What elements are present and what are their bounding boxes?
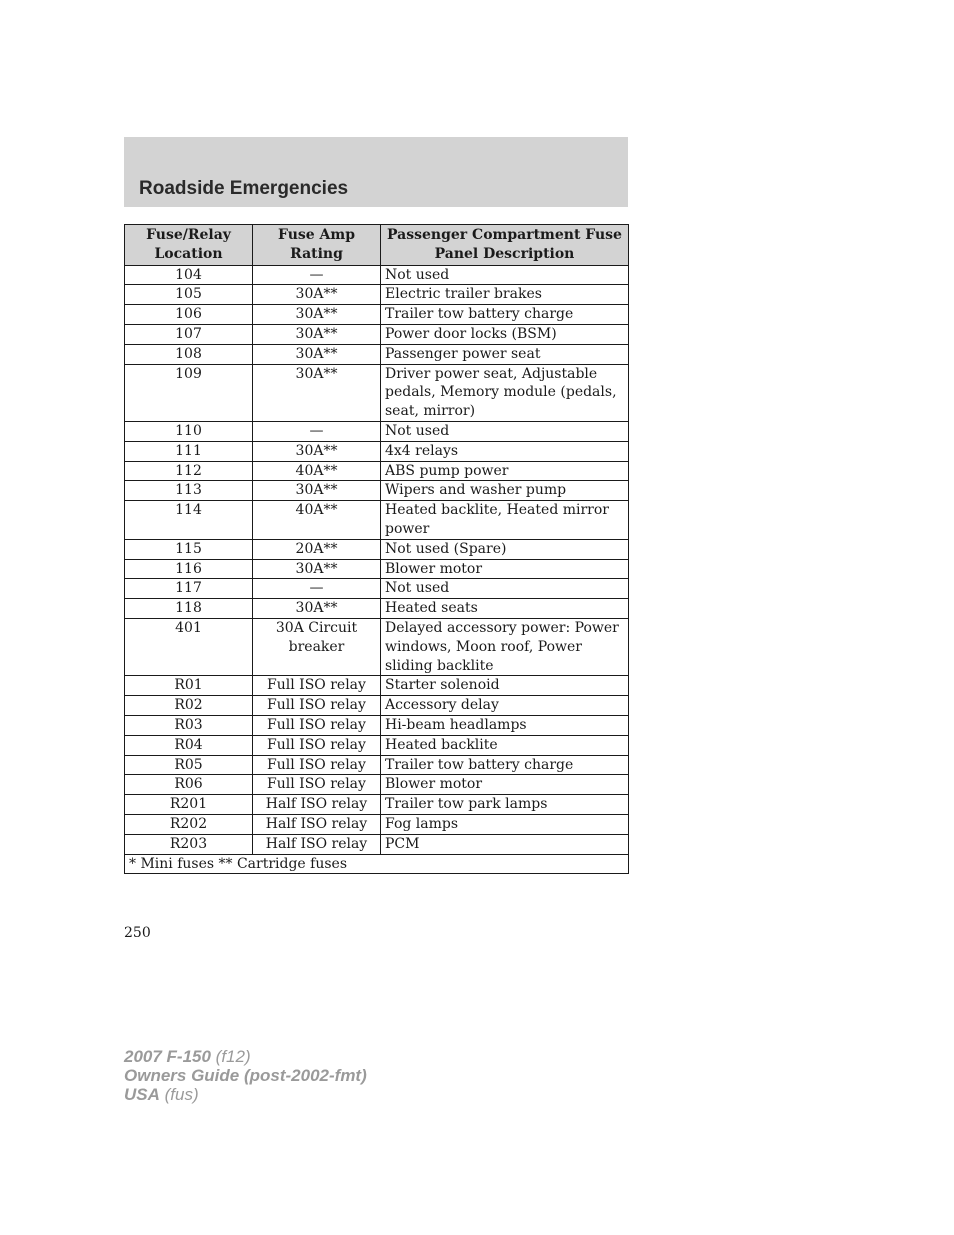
table-row [125, 305, 629, 325]
cell-location: R201 [125, 795, 253, 815]
footer-line-market [124, 1085, 367, 1104]
cell-rating: Half ISO relay [253, 814, 381, 834]
cell-description: Starter solenoid [381, 676, 629, 696]
footnote-row [125, 854, 629, 874]
cell-description: Wipers and washer pump [381, 481, 629, 501]
cell-description: Accessory delay [381, 696, 629, 716]
cell-description: Not used [381, 265, 629, 285]
cell-description: Heated backlite, Heated mirror power [381, 501, 629, 540]
cell-description: ABS pump power [381, 461, 629, 481]
cell-description: Delayed accessory power: Power windows, Moon roof, Power sliding backlite [381, 618, 629, 675]
cell-location: 401 [125, 618, 253, 675]
cell-rating: 30A** [253, 599, 381, 619]
cell-rating: 20A** [253, 539, 381, 559]
table-row [125, 579, 629, 599]
cell-location: 104 [125, 265, 253, 285]
cell-rating: 30A** [253, 364, 381, 421]
cell-rating: 30A** [253, 305, 381, 325]
cell-rating: 30A Circuit breaker [253, 618, 381, 675]
cell-description: Trailer tow park lamps [381, 795, 629, 815]
table-row [125, 539, 629, 559]
fuse-table-footer [125, 854, 629, 874]
cell-location: R06 [125, 775, 253, 795]
table-row [125, 775, 629, 795]
cell-location: R05 [125, 755, 253, 775]
table-row [125, 618, 629, 675]
cell-rating: Half ISO relay [253, 795, 381, 815]
footer-model-code: (f12) [210, 1047, 251, 1066]
cell-rating: Full ISO relay [253, 696, 381, 716]
table-row [125, 461, 629, 481]
cell-location: 115 [125, 539, 253, 559]
cell-description: 4x4 relays [381, 441, 629, 461]
section-header-band [124, 137, 628, 207]
cell-description: Heated seats [381, 599, 629, 619]
table-row [125, 599, 629, 619]
cell-rating: 30A** [253, 481, 381, 501]
cell-description: Fog lamps [381, 814, 629, 834]
table-row [125, 481, 629, 501]
cell-rating: 40A** [253, 461, 381, 481]
cell-rating: Full ISO relay [253, 735, 381, 755]
cell-location: 116 [125, 559, 253, 579]
footer-line-model [124, 1047, 367, 1066]
cell-rating: 30A** [253, 344, 381, 364]
page-number: 250 [124, 925, 151, 941]
table-row [125, 814, 629, 834]
section-title: Roadside Emergencies [139, 178, 349, 199]
cell-location: 106 [125, 305, 253, 325]
cell-location: R203 [125, 834, 253, 854]
cell-location: 107 [125, 324, 253, 344]
table-row [125, 421, 629, 441]
cell-rating: 30A** [253, 285, 381, 305]
cell-location: 105 [125, 285, 253, 305]
fuse-table [124, 224, 629, 874]
cell-description: Trailer tow battery charge [381, 305, 629, 325]
cell-location: 118 [125, 599, 253, 619]
cell-description: Hi-beam headlamps [381, 715, 629, 735]
column-header-location: Fuse/Relay Location [125, 225, 253, 266]
column-header-description: Passenger Compartment Fuse Panel Description [381, 225, 629, 266]
header-row [125, 225, 629, 266]
cell-rating: Full ISO relay [253, 676, 381, 696]
cell-rating: — [253, 265, 381, 285]
table-row [125, 559, 629, 579]
cell-location: 112 [125, 461, 253, 481]
table-row [125, 324, 629, 344]
cell-location: 117 [125, 579, 253, 599]
cell-rating: Full ISO relay [253, 755, 381, 775]
footer-line-guide [124, 1066, 367, 1085]
table-row [125, 441, 629, 461]
cell-description: Power door locks (BSM) [381, 324, 629, 344]
table-row [125, 265, 629, 285]
cell-description: Not used (Spare) [381, 539, 629, 559]
cell-rating: — [253, 579, 381, 599]
cell-location: R02 [125, 696, 253, 716]
cell-description: Driver power seat, Adjustable pedals, Memory module (pedals, seat, mirror) [381, 364, 629, 421]
cell-description: PCM [381, 834, 629, 854]
cell-location: R04 [125, 735, 253, 755]
table-row [125, 676, 629, 696]
fuse-table-header [125, 225, 629, 266]
cell-location: 114 [125, 501, 253, 540]
footer-market: USA [124, 1085, 160, 1104]
cell-location: 113 [125, 481, 253, 501]
cell-description: Not used [381, 579, 629, 599]
table-row [125, 344, 629, 364]
cell-rating: 30A** [253, 324, 381, 344]
table-row [125, 285, 629, 305]
cell-description: Passenger power seat [381, 344, 629, 364]
document-footer [124, 1047, 367, 1104]
fuse-table-body [125, 265, 629, 854]
table-row [125, 715, 629, 735]
cell-location: R03 [125, 715, 253, 735]
cell-rating: 30A** [253, 441, 381, 461]
cell-location: R01 [125, 676, 253, 696]
table-row [125, 834, 629, 854]
cell-rating: Full ISO relay [253, 775, 381, 795]
column-header-rating: Fuse Amp Rating [253, 225, 381, 266]
footer-guide: Owners Guide (post-2002-fmt) [124, 1066, 367, 1085]
cell-location: 111 [125, 441, 253, 461]
cell-description: Heated backlite [381, 735, 629, 755]
cell-description: Electric trailer brakes [381, 285, 629, 305]
cell-location: R202 [125, 814, 253, 834]
cell-description: Blower motor [381, 775, 629, 795]
cell-rating: Half ISO relay [253, 834, 381, 854]
cell-description: Blower motor [381, 559, 629, 579]
cell-rating: 30A** [253, 559, 381, 579]
table-row [125, 696, 629, 716]
footer-model: 2007 F-150 [124, 1047, 211, 1066]
table-row [125, 364, 629, 421]
cell-description: Not used [381, 421, 629, 441]
table-row [125, 735, 629, 755]
cell-location: 109 [125, 364, 253, 421]
cell-rating: Full ISO relay [253, 715, 381, 735]
table-row [125, 795, 629, 815]
table-row [125, 755, 629, 775]
cell-location: 108 [125, 344, 253, 364]
cell-description: Trailer tow battery charge [381, 755, 629, 775]
footnote: * Mini fuses ** Cartridge fuses [125, 854, 629, 874]
cell-location: 110 [125, 421, 253, 441]
table-row [125, 501, 629, 540]
cell-rating: 40A** [253, 501, 381, 540]
cell-rating: — [253, 421, 381, 441]
footer-market-code: (fus) [159, 1085, 199, 1104]
